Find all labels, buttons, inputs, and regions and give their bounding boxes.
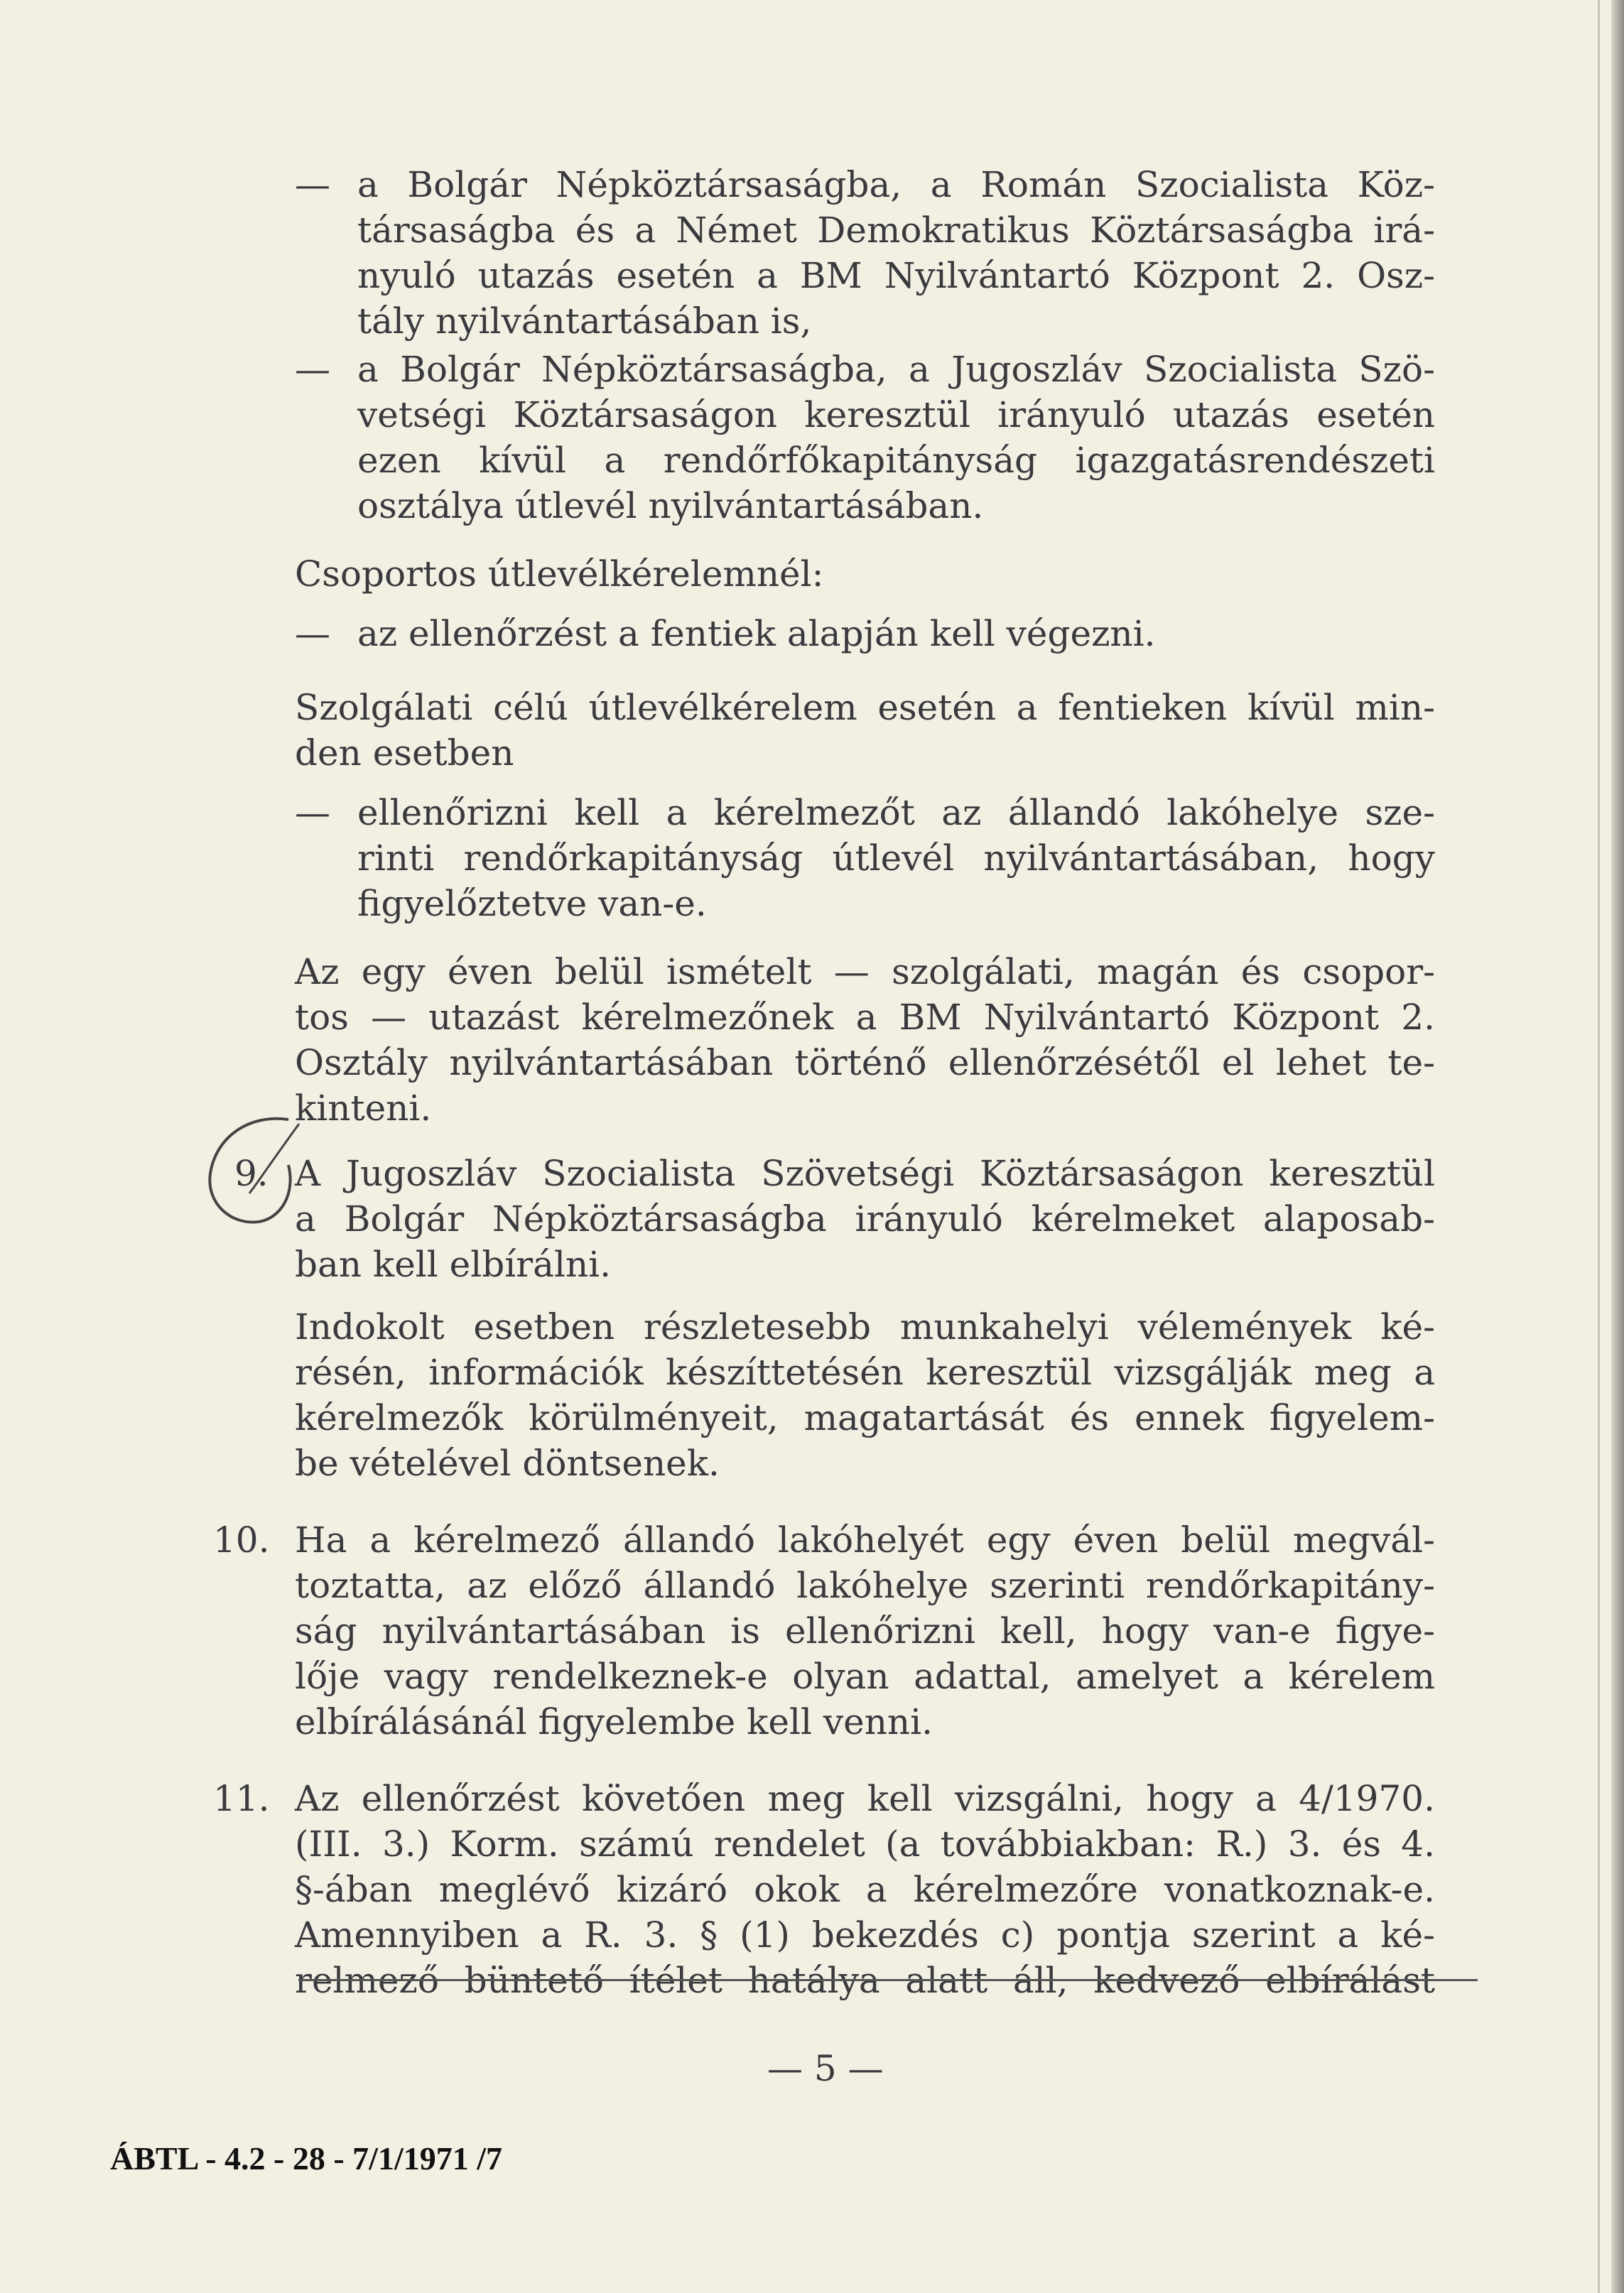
text-line: osztálya útlevél nyilvántartásában.	[357, 485, 984, 526]
text-line: résén, információk készíttetésén keresztül vizsgálják meg a	[295, 1352, 1435, 1393]
text-line: ban kell elbírálni.	[295, 1244, 612, 1285]
text-line: a Bolgár Népköztársaságba, a Jugoszláv Szocialista Szö-	[357, 349, 1435, 390]
text-line: Csoportos útlevélkérelemnél:	[295, 553, 824, 595]
page-edge-shadow	[1611, 0, 1624, 2293]
text-line: társaságba és a Német Demokratikus Köztársaságba irá-	[357, 210, 1435, 251]
page-fold-line	[1598, 0, 1600, 2293]
text-line: a Bolgár Népköztársaságba, a Román Szocialista Köz-	[357, 164, 1435, 205]
page-number: — 5 —	[767, 2048, 884, 2089]
text-line: Osztály nyilvántartásában történő ellenőrzésétől el lehet te-	[295, 1042, 1435, 1083]
item-9-text	[295, 1151, 1435, 1287]
text-line: kinteni.	[295, 1088, 432, 1129]
text-line: ezen kívül a rendőrfőkapitányság igazgatásrendészeti	[357, 440, 1435, 481]
text-line: a Bolgár Népköztársaságba irányuló kérelmeket alaposab-	[295, 1198, 1435, 1240]
text-line: kérelmezők körülményeit, magatartását és ennek figyelem-	[295, 1397, 1435, 1438]
bullet-dash: —	[295, 349, 330, 390]
item-number-10: 10.	[213, 1519, 270, 1561]
item-10-text	[295, 1517, 1435, 1745]
text-line: lője vagy rendelkeznek-e olyan adattal, amelyet a kérelem	[295, 1656, 1435, 1697]
text-line: A Jugoszláv Szocialista Szövetségi Köztársaságon keresztül	[295, 1153, 1435, 1194]
text-line: relmező büntető ítélet hatálya alatt áll, kedvező elbírálást	[295, 1960, 1435, 2001]
archive-reference: ÁBTL - 4.2 - 28 - 7/1/1971 /7	[110, 2140, 503, 2177]
text-line: (III. 3.) Korm. számú rendelet (a továbbiakban: R.) 3. és 4.	[295, 1823, 1435, 1865]
bullet-dash: —	[295, 792, 330, 833]
text-line: Amennyiben a R. 3. § (1) bekezdés c) pontja szerint a ké-	[295, 1914, 1435, 1956]
item-11-text	[295, 1776, 1435, 2003]
text-line: vetségi Köztársaságon keresztül irányuló utazás esetén	[357, 394, 1435, 435]
text-line: elbírálásánál figyelembe kell venni.	[295, 1701, 933, 1742]
text-line: ellenőrizni kell a kérelmezőt az állandó lakóhelye sze-	[357, 792, 1435, 833]
paragraph-1	[357, 162, 1435, 344]
item-number-9: 9.	[234, 1153, 269, 1194]
item-number-11: 11.	[213, 1778, 270, 1819]
text-line: Indokolt esetben részletesebb munkahelyi vélemények ké-	[295, 1306, 1435, 1348]
text-line: §-ában meglévő kizáró okok a kérelmezőre vonatkoznak-e.	[295, 1869, 1435, 1910]
text-line: tos — utazást kérelmezőnek a BM Nyilvántartó Központ 2.	[295, 997, 1435, 1038]
paragraph-2	[357, 347, 1435, 528]
text-line: rinti rendőrkapitányság útlevél nyilvántartásában, hogy	[357, 837, 1435, 879]
handwritten-underline	[298, 1979, 1478, 1985]
text-line: tály nyilvántartásában is,	[357, 300, 812, 342]
paragraph-6	[357, 790, 1435, 926]
text-line: az ellenőrzést a fentiek alapján kell végezni.	[357, 613, 1156, 654]
text-line: Szolgálati célú útlevélkérelem esetén a fentieken kívül min-	[295, 687, 1435, 728]
text-line: toztatta, az előző állandó lakóhelye szerinti rendőrkapitány-	[295, 1565, 1435, 1606]
text-line: ság nyilvántartásában is ellenőrizni kell, hogy van-e figye-	[295, 1610, 1435, 1652]
text-line: Az ellenőrzést követően meg kell vizsgálni, hogy a 4/1970.	[295, 1778, 1435, 1819]
text-line: den esetben	[295, 732, 514, 774]
bullet-dash: —	[295, 613, 330, 654]
text-line: Az egy éven belül ismételt — szolgálati, magán és csopor-	[295, 951, 1435, 992]
paragraph-5	[295, 685, 1435, 776]
text-line: be vételével döntsenek.	[295, 1443, 720, 1484]
text-line: figyelőztetve van-e.	[357, 883, 707, 924]
paragraph-3	[295, 551, 823, 597]
text-line: nyuló utazás esetén a BM Nyilvántartó Központ 2. Osz-	[357, 255, 1435, 296]
paragraph-4	[357, 611, 1156, 656]
paragraph-8	[295, 1304, 1435, 1486]
text-line: Ha a kérelmező állandó lakóhelyét egy éven belül megvál-	[295, 1519, 1435, 1561]
bullet-dash: —	[295, 164, 330, 205]
paragraph-7	[295, 949, 1435, 1131]
